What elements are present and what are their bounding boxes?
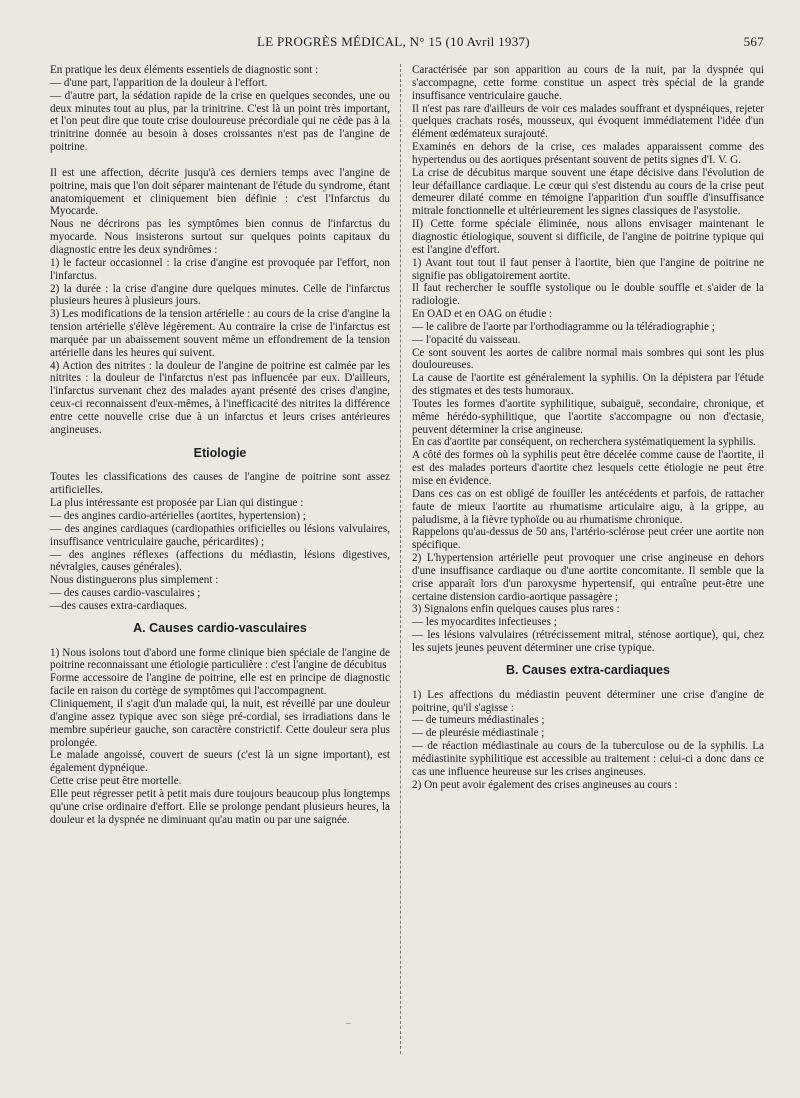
paragraph: Il faut rechercher le souffle systolique ou le double souffle et s'aider de la radiologie.: [412, 282, 764, 308]
paragraph: —des causes extra-cardiaques.: [50, 599, 188, 612]
paragraph: — l'opacité du vaisseau.: [412, 333, 521, 346]
paragraph: Cette crise peut être mortelle.: [50, 775, 182, 788]
paragraph: En OAD et en OAG on étudie :: [412, 308, 553, 321]
paragraph: — de tumeurs médiastinales ;: [412, 714, 545, 727]
paragraph: Il est une affection, décrite jusqu'à ces derniers temps avec l'angine de poitrine, mais que l'on doit séparer maintenant de l'étude du syndrome, étant anatomiquement et cliniquement bien définie : c'est l'Infarctus du Myocarde.: [50, 166, 390, 218]
paragraph: — des angines réflexes (affections du médiastin, lésions digestives, névralgies, causes générales).: [50, 548, 390, 574]
paragraph: — de pleurésie médiastinale ;: [412, 727, 545, 740]
paragraph: Dans ces cas on est obligé de fouiller les antécédents et parfois, de rattacher faute de mieux l'aortite au rhumatisme articulaire aigu, à la grippe, au paludisme, à la fièvre typhoïde ou au rhumatisme chronique.: [412, 487, 764, 526]
paragraph: En cas d'aortite par conséquent, on recherchera systématiquement la syphilis.: [412, 436, 756, 449]
paragraph: 3) Les modifications de la tension artérielle : au cours de la crise d'angine la tension artérielle s'élève légèrement. Au contraire la crise de l'infarctus est marquée par un abaissement souvent même un effondrement de la tension artérielle dans les heures qui suivent.: [50, 308, 390, 359]
journal-title: LE PROGRÈS MÉDICAL, N° 15 (10 Avril 1937): [257, 34, 530, 49]
paragraph: Forme accessoire de l'angine de poitrine, elle est en principe de diagnostic facile en raison du cortège de symptômes qui l'accompagnent.: [50, 672, 390, 698]
paragraph: 2) la durée : la crise d'angine dure quelques minutes. Celle de l'infarctus plusieurs heures à plusieurs jours.: [50, 282, 390, 308]
paragraph: — le calibre de l'aorte par l'orthodiagramme ou la téléradiographie ;: [412, 320, 715, 333]
column-divider: [400, 64, 401, 1054]
paragraph: 1) le facteur occasionnel : la crise d'angine est provoquée par l'effort, non l'infarctus.: [50, 256, 390, 282]
paragraph: Nous ne décrirons pas les symptômes bien connus de l'infarctus du myocarde. Nous insisterons surtout sur quelques points capitaux du diagnostic entre les deux syndrômes :: [50, 218, 390, 256]
paragraph: — des causes cardio-vasculaires ;: [50, 587, 201, 600]
paragraph: 3) Signalons enfin quelques causes plus rares :: [412, 603, 620, 616]
paragraph: Le malade angoissé, couvert de sueurs (c'est là un signe important), est également dypnéique.: [50, 749, 390, 775]
paragraph: Nous distinguerons plus simplement :: [50, 574, 219, 587]
paragraph: Il n'est pas rare d'ailleurs de voir ces malades souffrant et dyspnéiques, rejeter quelques crachats rosés, mousseux, qui évoquent immédiatement l'idée d'un élément œdémateux surajouté.: [412, 102, 764, 141]
stray-mark: –: [346, 1018, 351, 1028]
right-column: [412, 64, 764, 791]
paragraph: La cause de l'aortite est généralement la syphilis. On la dépistera par l'étude des stigmates et des tests humoraux.: [412, 372, 764, 398]
paragraph: 2) On peut avoir également des crises angineuses au cours :: [412, 778, 678, 791]
paragraph: — d'autre part, la sédation rapide de la crise en quelques secondes, une ou deux minutes tout au plus, par la trinitrine. C'est là un point très important, et l'on peut dire que toute crise douloureuse précordiale qui ne cède pas à la trinitrine donnée au besoin à doses croissantes n'est pas de l'angine de poitrine.: [50, 89, 390, 154]
page-number: 567: [743, 34, 764, 49]
paragraph: — des angines cardio-artérielles (aortites, hypertension) ;: [50, 510, 306, 522]
paragraph: 1) Les affections du médiastin peuvent déterminer une crise d'angine de poitrine, qu'il s'agisse :: [412, 688, 764, 714]
paragraph: 1) Avant tout tout il faut penser à l'aortite, bien que l'angine de poitrine ne signifie pas obligatoirement aortite.: [412, 256, 764, 282]
paragraph: La crise de décubitus marque souvent une étape décisive dans l'évolution de leur défaillance cardiaque. Le cœur qui s'est distendu au cours de la crise peut demeurer dilaté comme en témoigne l'apparition d'un souffle d'insuffisance mitrale fonctionnelle et ultérieurement les signes classiques de l'asystolie.: [412, 166, 764, 218]
paragraph: — les lésions valvulaires (rétrécissement mitral, sténose aortique), qui, chez les sujets jeunes peuvent déterminer une crise typique.: [412, 629, 764, 654]
paragraph: Toutes les formes d'aortite syphilitique, subaiguë, secondaire, chronique, et même hérédo-syphilitique, que l'aortite s'accompagne ou non d'ectasie, peuvent déterminer la crise angineuse.: [412, 397, 764, 436]
paragraph: — des angines cardiaques (cardiopathies orificielles ou lésions valvulaires, insuffisance ventriculaire gauche, péricardites) ;: [50, 522, 390, 548]
paragraph: — d'une part, l'apparition de la douleur à l'effort.: [50, 76, 268, 89]
paragraph: 4) Action des nitrites : la douleur de l'angine de poitrine est calmée par les nitrites : la douleur de l'infarctus n'est pas influencée par eux. D'ailleurs, l'infarctus survenant chez des malades ayant présenté des crises d'angine, ceux-ci reconnaissent d'eux-mêmes, à l'inefficacité des nitrites la différence entre cette nouvelle crise due à un infarctus et leurs crises antérieures angineuses.: [50, 359, 390, 436]
paragraph: Toutes les classifications des causes de l'angine de poitrine sont assez artificielles.: [50, 471, 390, 497]
paragraph: Elle peut régresser petit à petit mais dure toujours beaucoup plus longtemps qu'une crise ordinaire d'effort. Elle se prolonge pendant plusieurs heures, la douleur et la dyspnée ne diminuant qu'au matin ou par une saignée.: [50, 787, 390, 826]
paragraph: 1) Nous isolons tout d'abord une forme clinique bien spéciale de l'angine de poitrine reconnaissant une étiologie particulière : c'est l'angine de décubitus: [50, 646, 390, 672]
section-heading-cardio-vasculaires: A. Causes cardio-vasculaires: [133, 620, 307, 635]
paragraph: — les myocardites infectieuses ;: [412, 616, 557, 629]
paragraph: A côté des formes où la syphilis peut être décelée comme cause de l'aortite, il est des malades porteurs d'aortite chez lesquels cette étiologie ne peut être mise en évidence.: [412, 449, 764, 487]
paragraph: La plus intéressante est proposée par Lian qui distingue :: [50, 497, 304, 510]
paragraph: Cliniquement, il s'agit d'un malade qui, la nuit, est réveillé par une douleur d'angine assez typique avec son siège pré-cordial, ses irradiations dans le membre supérieur gauche, son caractère constrictif. Cette douleur sera plus prolongée.: [50, 697, 390, 749]
paragraph: Ce sont souvent les aortes de calibre normal mais sombres qui sont les plus douloureuses.: [412, 346, 764, 372]
paragraph: Caractérisée par son apparition au cours de la nuit, par la dyspnée qui s'accompagne, cette forme constitue un aspect très spécial de la grande insuffisance ventriculaire gauche.: [412, 64, 764, 102]
paragraph: En pratique les deux éléments essentiels de diagnostic sont :: [50, 64, 319, 76]
paragraph: II) Cette forme spéciale éliminée, nous allons envisager maintenant le diagnostic étiologique, souvent si difficile, de l'angine de poitrine typique qui est l'angine d'effort.: [412, 218, 764, 256]
paragraph: Examinés en dehors de la crise, ces malades apparaissent comme des hypertendus ou des aortiques présentant souvent de petits signes d'I. V. G.: [412, 141, 764, 166]
paragraph: — de réaction médiastinale au cours de la tuberculose ou de la syphilis. La médiastinite syphilitique est accessible au traitement : celui-ci a donc dans ce cas une influence heureuse sur les crises angineuses.: [412, 740, 764, 778]
section-heading-extra-cardiaques: B. Causes extra-cardiaques: [506, 662, 670, 677]
paragraph: Rappelons qu'au-dessus de 50 ans, l'artério-sclérose peut créer une aortite non spécifique.: [412, 526, 764, 552]
paragraph: 2) L'hypertension artérielle peut provoquer une crise angineuse en dehors d'une insuffisance cardiaque ou d'une aortite concomitante. Il semble que la crise apparaît lors d'un paroxysme hypertensif, qui entraîne peut-être une certaine distension cardio-aortique passagère ;: [412, 552, 764, 603]
section-heading-etiologie: Etiologie: [193, 445, 247, 460]
running-header: [50, 34, 764, 52]
left-column: [50, 64, 390, 826]
